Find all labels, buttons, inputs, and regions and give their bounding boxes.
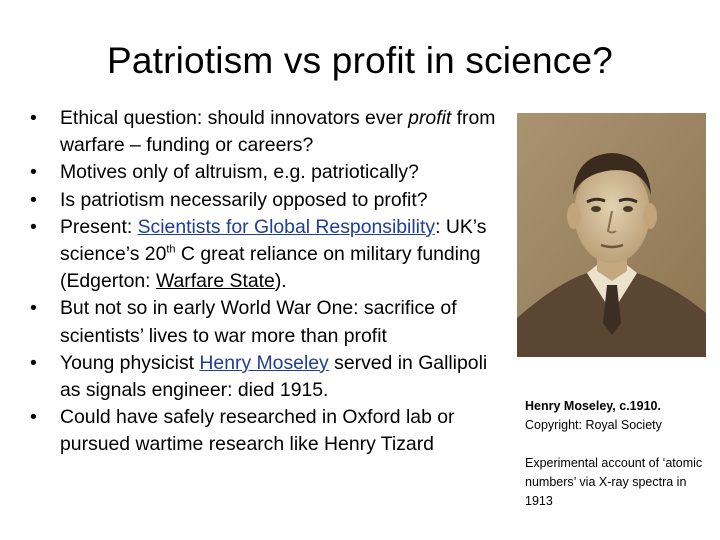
slide-title: Patriotism vs profit in science?	[106, 40, 614, 81]
bullet-item	[30, 159, 512, 186]
bullet-text: from warfare – funding or careers?	[60, 107, 496, 157]
bullet-text: But not so in early World War One: sacrifice of scientists’ lives to war more than profit	[60, 297, 457, 347]
bullet-dot: •	[30, 297, 37, 320]
bullet-item	[30, 350, 512, 404]
bullet-item	[30, 187, 512, 214]
bullet-text: Young physicist	[60, 351, 200, 374]
bullet-text: ).	[274, 270, 287, 293]
henry-moseley-link[interactable]: Henry Moseley	[199, 351, 329, 374]
sgr-link[interactable]: Scientists for Global Responsibility	[137, 215, 436, 238]
moseley-portrait-photo	[517, 113, 706, 357]
bullet-text: Present:	[60, 215, 138, 238]
warfare-state-text: Warfare State	[155, 270, 275, 293]
bullet-dot: •	[30, 351, 37, 374]
caption-name-date: Henry Moseley, c.1910.	[525, 399, 661, 413]
emphasis-text: profit	[408, 107, 452, 129]
bullet-text: Could have safely researched in Oxford lab or pursued wartime research like Henry Tizard	[60, 406, 455, 456]
bullet-text: Ethical question: should innovators ever	[60, 107, 409, 129]
bullet-item	[30, 105, 512, 159]
bullet-text: C great reliance on military funding (Edgerton:	[60, 243, 481, 293]
caption-copyright: Copyright: Royal Society	[525, 418, 662, 432]
bullet-dot: •	[30, 188, 37, 211]
bullet-text: Motives only of altruism, e.g. patriotically?	[60, 161, 419, 184]
bullet-dot: •	[30, 406, 37, 429]
bullet-text: : UK’s science’s 20	[60, 215, 487, 266]
bullet-text: Is patriotism necessarily opposed to profit?	[60, 188, 428, 211]
superscript-text: th	[166, 243, 176, 256]
bullet-dot: •	[30, 107, 37, 129]
bullet-text: served in Gallipoli as signals engineer: died 1915.	[60, 351, 488, 402]
bullet-item	[30, 295, 512, 349]
bullet-dot: •	[30, 161, 37, 184]
photo-caption	[525, 397, 662, 435]
bullet-dot: •	[30, 215, 37, 238]
bullet-list	[30, 105, 512, 459]
experiment-caption: Experimental account of ‘atomic numbers’ via X-ray spectra in 1913	[525, 456, 703, 508]
bullet-item	[30, 404, 512, 458]
bullet-item	[30, 214, 512, 296]
